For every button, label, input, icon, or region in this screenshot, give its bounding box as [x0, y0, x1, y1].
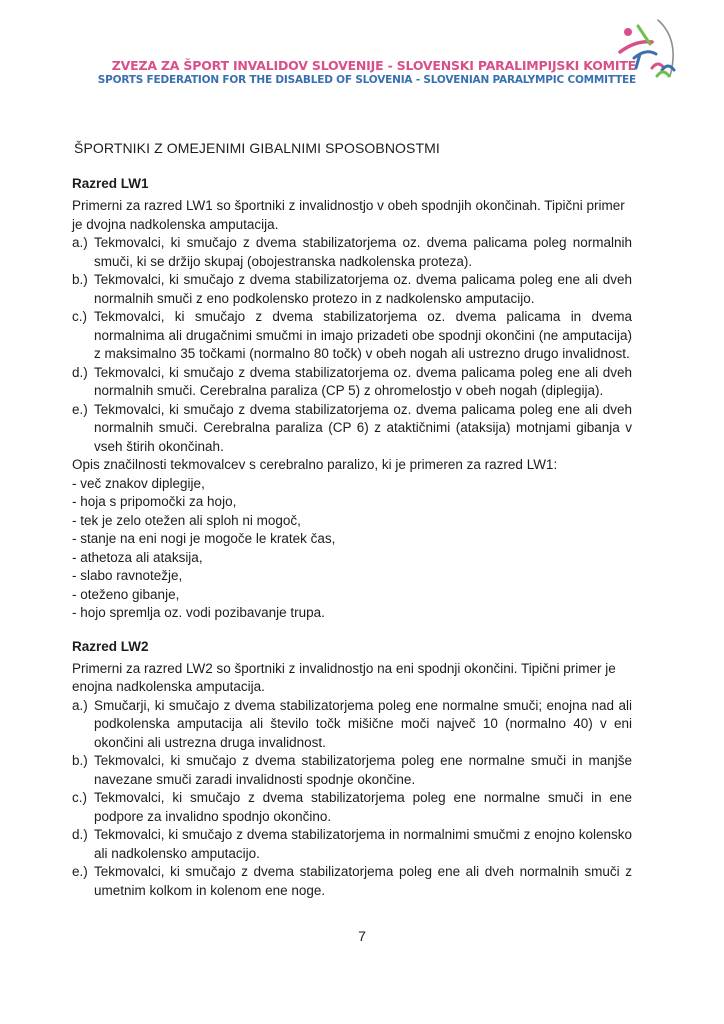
- lw1-item-text: Tekmovalci, ki smučajo z dvema stabilizatorjema oz. dvema palicama in dvema normalnima ali drugačnimi smučmi in imajo prizadeti obe spodnji okončini (ne amputacija) z maksimalno 35 točkami (normalno 80 točk) v obeh nogah ali ustrezno drugo invalidnost.: [94, 309, 632, 361]
- lw2-item-label: b.): [72, 753, 88, 768]
- lw1-item-text: Tekmovalci, ki smučajo z dvema stabilizatorjema oz. dvema palicama poleg ene ali dveh normalnih smuči. Cerebralna paraliza (CP 6) z ataktičnimi (ataksija) motnjami gibanja v vseh štirih okončinah.: [94, 401, 632, 454]
- lw1-item-d: [72, 364, 632, 401]
- organization-name-english: SPORTS FEDERATION FOR THE DISABLED OF SLOVENIA - SLOVENIAN PARALYMPIC COMMITTEE: [97, 74, 636, 86]
- agitos-green: [657, 72, 669, 76]
- organization-header: [98, 58, 636, 87]
- lw1-item-b: [72, 271, 632, 308]
- lw1-item-label: c.): [72, 309, 87, 324]
- lw1-item-text: Tekmovalci, ki smučajo z dvema stabilizatorjema oz. dvema palicama poleg ene ali dveh normalnih smuči z eno podkolensko protezo in z nadkolensko amputacijo.: [94, 272, 632, 306]
- lw1-item-label: e.): [72, 401, 88, 417]
- lw2-item-e: [72, 863, 632, 900]
- lw2-item-text: Smučarji, ki smučajo z dvema stabilizatorjema poleg ene normalne smuči; enojna nad ali podkolenska amputacija ali število točk mišične moči največ 10 (normalno 40) v eni okončini ali ustrezna druga invalidnost.: [94, 697, 632, 750]
- lw2-item-a: [72, 697, 632, 753]
- document-body: [72, 140, 632, 900]
- cp-list-item: - stanje na eni nogi je mogoče le kratek čas,: [72, 531, 336, 546]
- lw2-intro: Primerni za razred LW2 so športniki z invalidnostjo na eni spodnji okončini. Tipični primer je enojna nadkolenska amputacija.: [72, 660, 616, 694]
- lw2-item-b: [72, 752, 632, 789]
- cp-list-item: - slabo ravnotežje,: [72, 568, 183, 583]
- cp-list-item: - oteženo gibanje,: [72, 586, 180, 602]
- lw2-item-label: c.): [72, 790, 87, 805]
- lw2-item-label: e.): [72, 864, 88, 879]
- page-number: 7: [358, 928, 366, 944]
- lw2-item-d: [72, 826, 632, 863]
- cp-list-item: - athetoza ali ataksija,: [72, 549, 203, 565]
- logo-dot-pink: [624, 28, 632, 36]
- organization-name-slovenian: ZVEZA ZA ŠPORT INVALIDOV SLOVENIJE - SLOVENSKI PARALIMPIJSKI KOMITE: [111, 58, 636, 73]
- lw1-item-label: d.): [72, 364, 88, 380]
- lw2-item-label: a.): [72, 697, 88, 713]
- lw1-intro: Primerni za razred LW1 so športniki z invalidnostjo v obeh spodnjih okončinah. Tipični primer je dvojna nadkolenska amputacija.: [72, 198, 625, 232]
- paralympic-committee-logo: [616, 18, 698, 92]
- cp-list-item: - več znakov diplegije,: [72, 475, 205, 491]
- agitos-red: [652, 64, 664, 68]
- lw2-item-text: Tekmovalci, ki smučajo z dvema stabilizatorjema in normalnimi smučmi z enojno kolensko ali nadkolensko amputacijo.: [94, 827, 632, 861]
- lw2-item-text: Tekmovalci, ki smučajo z dvema stabilizatorjema poleg ene normalne smuči in manjše navezane smuči zaradi invalidnosti spodnje okončine.: [94, 753, 632, 787]
- lw1-item-text: Tekmovalci, ki smučajo z dvema stabilizatorjema oz. dvema palicama poleg normalnih smuči, ki se držijo skupaj (obojestranska nadkolenska proteza).: [94, 235, 632, 269]
- lw1-item-a: [72, 234, 632, 271]
- lw1-item-text: Tekmovalci, ki smučajo z dvema stabilizatorjema oz. dvema palicama poleg ene ali dveh normalnih smuči. Cerebralna paraliza (CP 5) z ohromelostjo v obeh nogah (diplegija).: [94, 364, 632, 398]
- cp-description-intro: Opis značilnosti tekmovalcev s cerebralno paralizo, ki je primeren za razred LW1:: [72, 457, 558, 472]
- lw2-item-text: Tekmovalci, ki smučajo z dvema stabilizatorjema poleg ene ali dveh normalnih smuči z umetnim kolkom in kolenom ene noge.: [94, 864, 632, 898]
- lw1-item-label: b.): [72, 272, 88, 287]
- lw2-heading: Razred LW2: [72, 638, 149, 654]
- lw1-item-c: [72, 308, 632, 364]
- lw2-item-text: Tekmovalci, ki smučajo z dvema stabilizatorjema poleg ene normalne smuči in ene podpore za invalidno spodnjo okončino.: [94, 790, 632, 824]
- lw1-heading: Razred LW1: [72, 176, 149, 191]
- cp-list-item: - tek je zelo otežen ali sploh ni mogoč,: [72, 512, 301, 528]
- cp-list-item: - hojo spremlja oz. vodi pozibavanje trupa.: [72, 605, 325, 620]
- section-title: ŠPORTNIKI Z OMEJENIMI GIBALNIMI SPOSOBNOSTMI: [74, 140, 440, 156]
- lw2-item-label: d.): [72, 827, 88, 842]
- lw2-item-c: [72, 789, 632, 826]
- lw1-item-e: [72, 401, 632, 457]
- lw1-item-label: a.): [72, 235, 88, 250]
- agitos-blue: [662, 66, 674, 70]
- cp-list-item: - hoja s pripomočki za hojo,: [72, 494, 237, 509]
